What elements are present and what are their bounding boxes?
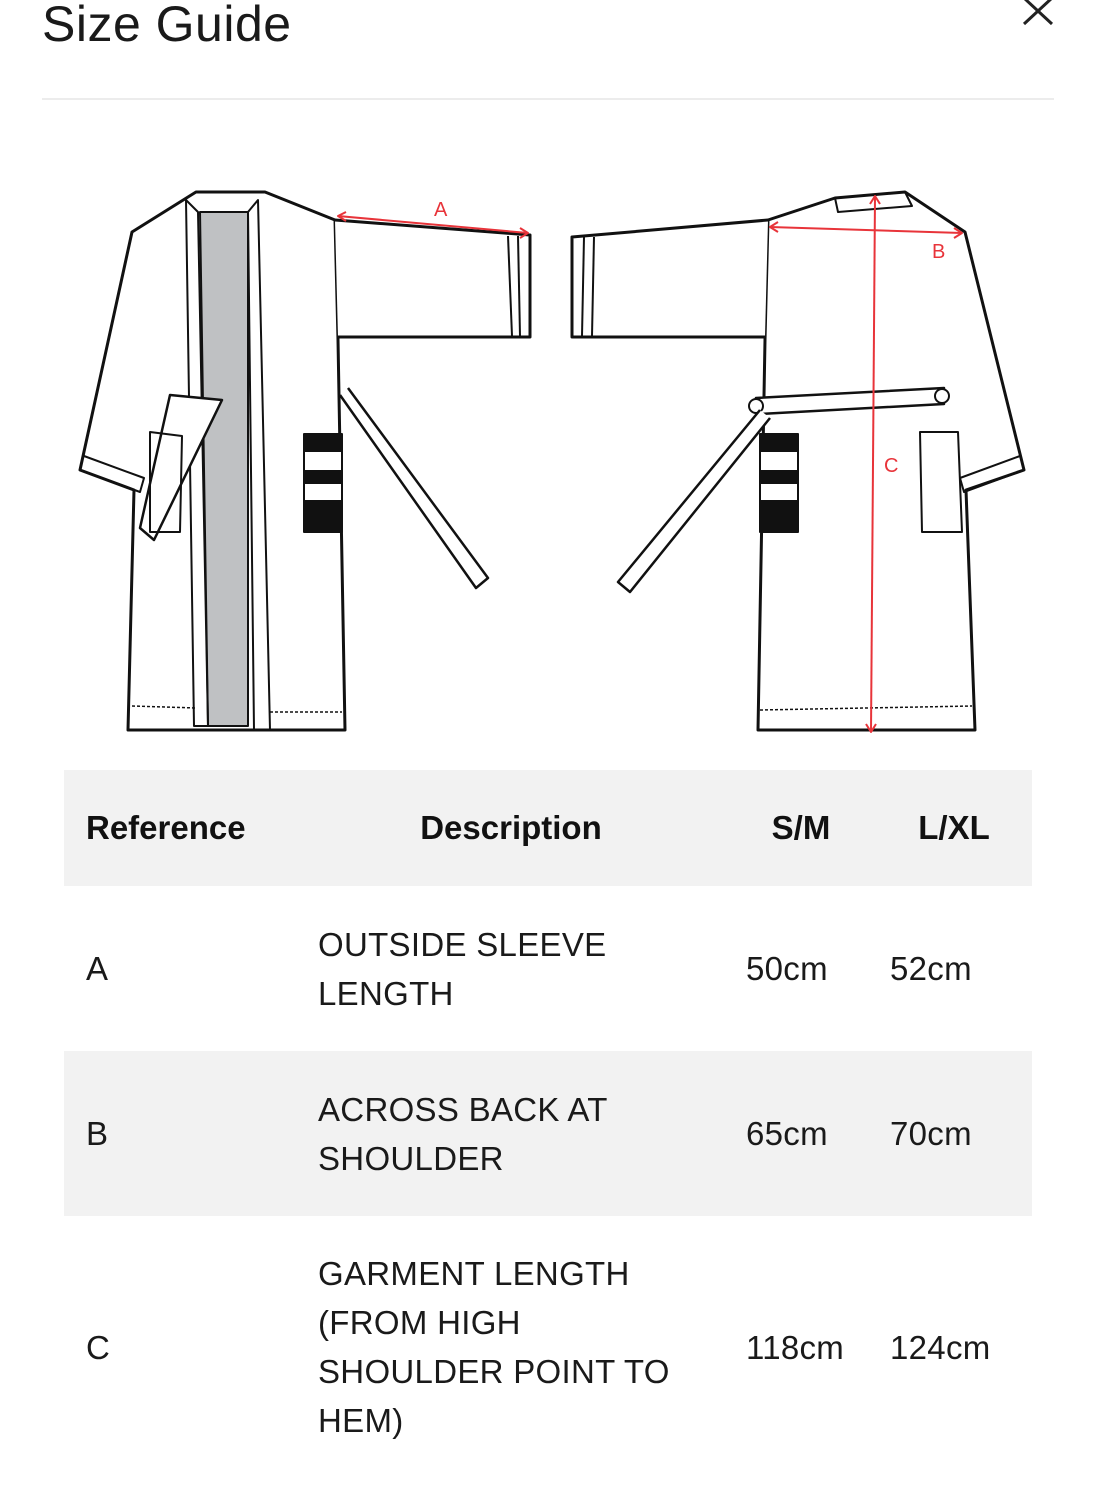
close-button[interactable]	[1014, 0, 1062, 34]
header-reference: Reference	[64, 770, 296, 886]
label-b: B	[932, 241, 946, 263]
page-title: Size Guide	[42, 0, 292, 52]
table-row	[64, 886, 1032, 1051]
cell-reference: B	[64, 1051, 296, 1216]
cell-lxl: 52cm	[876, 886, 1032, 1051]
robe-measurement-illustration	[64, 170, 1032, 750]
label-a: A	[434, 199, 448, 221]
size-guide-table	[64, 770, 1032, 1478]
close-icon	[1014, 0, 1062, 34]
table-row	[64, 1216, 1032, 1478]
cell-reference: C	[64, 1216, 296, 1478]
table-row	[64, 1051, 1032, 1216]
table-header-row	[64, 770, 1032, 886]
cell-description: OUTSIDE SLEEVE LENGTH	[296, 886, 726, 1051]
cell-description: GARMENT LENGTH (FROM HIGH SHOULDER POINT TO HEM)	[296, 1216, 726, 1478]
cell-reference: A	[64, 886, 296, 1051]
cell-description: ACROSS BACK AT SHOULDER	[296, 1051, 726, 1216]
modal-header	[0, 0, 1098, 100]
header-sm: S/M	[726, 770, 876, 886]
robe-front-view	[80, 192, 530, 730]
header-lxl: L/XL	[876, 770, 1032, 886]
header-description: Description	[296, 770, 726, 886]
header-divider	[42, 98, 1054, 100]
robe-back-view	[572, 192, 1024, 730]
cell-sm: 50cm	[726, 886, 876, 1051]
cell-lxl: 124cm	[876, 1216, 1032, 1478]
cell-sm: 65cm	[726, 1051, 876, 1216]
label-c: C	[884, 455, 899, 477]
cell-lxl: 70cm	[876, 1051, 1032, 1216]
cell-sm: 118cm	[726, 1216, 876, 1478]
